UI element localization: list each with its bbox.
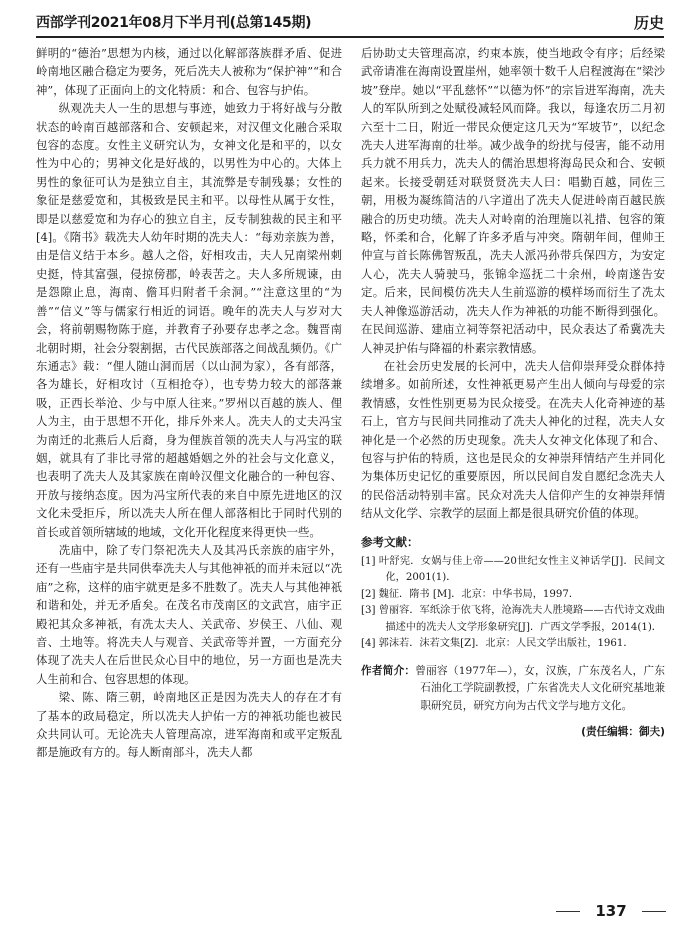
page-number-dash-right <box>642 911 666 912</box>
references-heading: 参考文献： <box>361 534 419 549</box>
body-paragraph: 在社会历史发展的长河中，冼夫人信仰崇拜受众群体持续增多。如前所述，女性神祇更易产生出人倾向与母爱的宗教情感，女性性别更易为民众接受。在冼夫人化奇神迹的基石上，官方与民间共同推动了冼夫人神化的过程，冼夫人女神化是一个必然的历史现象。冼夫人女神文化体现了和合、包容与护佑的特质，这也是民众的女神崇拜情结产生并同化为集体历史记忆的重要原因，所以民间自发自愿纪念冼夫人的民俗活动特别丰富。民众对冼夫人信仰产生的女神崇拜情结从文化学、宗教学的层面上都是很具研究价值的体现。 <box>361 358 665 521</box>
body-paragraph: 后协助丈夫管理高凉，约束本族，使当地政令有序；后经梁武帝请准在海南设置崖州，她率领十数千人启程渡海在“梁沙坡”登岸。她以“平乱慈怀”“以德为怀”的宗旨进军海南，冼夫人的军队所到之处赋役减轻风而降。我以，每逢农历二月初六至十二日，附近一带民众便定这几天为“军坡节”，以纪念冼夫人进军海南的壮举。减少战争的纷扰与侵害，能不动用兵力就不用兵力，冼夫人的儒治思想将海岛民众和合、安顿起来。长接受朝廷对联贤贤冼夫人曰：唱勤百越，同佐三朝，用极为凝练简洁的八字道出了冼夫人促进岭南百越民族融合的历史功绩。冼夫人对岭南的治理施以礼措、包容的策略，怀柔和合，化解了许多矛盾与冲突。隋朝年间，俚帅王仲宣与首长陈佛智叛乱，冼夫人派冯孙带兵保四方，为安定人心，冼夫人骑驶马，张锦伞巡抚二十余州，岭南遂告安定。后来，民间模仿冼夫人生前巡游的模样场而衍生了冼太夫人神像巡游活动，冼夫人作为神祇的功能不断得到强化。在民间巡游、建庙立祠等祭祀活动中，民众表达了希冀冼夫人神灵护佑与降福的朴素宗教情感。 <box>361 46 665 355</box>
body-paragraph: 梁、陈、隋三朝，岭南地区正是因为冼夫人的存在才有了基本的政局稳定，所以冼夫人护佑一方的神祇功能也被民众共同认可。无论冼夫人管理高凉，进军海南和或平定叛乱都是施政有方的。每人断南部斗，冼夫人都 <box>36 690 342 760</box>
responsible-editor: (责任编辑：御夫) <box>581 726 665 739</box>
page-header <box>36 6 664 40</box>
reference-item: [4] 郭沫若．沫若文集[Z]．北京：人民文学出版社，1961． <box>361 638 634 650</box>
section-title: 历史 <box>633 14 664 32</box>
body-paragraph: 鲜明的“德治”思想为内核，通过以化解部落族群矛盾、促进岭南地区融合稳定为要务，死后冼夫人被称为“保护神”“和合神”，体现了正面向上的文化特质：和合、包容与护佑。 <box>36 46 342 97</box>
body-paragraph: 冼庙中，除了专门祭祀冼夫人及其冯氏亲族的庙宇外，还有一些庙宇是共同供奉冼夫人与其他神祇的而并未冠以“冼庙”之称，这样的庙宇就更是多不胜数了。冼夫人与其他神祇和谐和处，并无矛盾矣。在茂名市茂南区的文武宫，庙宇正殿祀其众多神祇，有冼太夫人、关武帝、岁侯王、八仙、观音、土地等。将冼夫人与观音、关武帝等并置，一方面充分体现了冼夫人在后世民众心目中的地位，另一方面也是冼夫人生前和合、包容思想的体现。 <box>36 542 342 686</box>
body-paragraph: 纵观冼夫人一生的思想与事迹，她致力于将好战与分散状态的岭南百越部落和合、安顿起来，对汉俚文化融合采取包容的态度。女性主义研究认为，女神文化是和平的，以女性为中心的；男神文化是好战的，以男性为中心的。大体上男性的象征可认为是独立自主，其流弊是专制残暴；女性的象征是慈爱宽和，其极致是民主和平。以母性从属于女性，即是以慈爱宽和为存心的独立自主，反专制独裁的民主和平[4]。《隋书》载冼夫人幼年时期的冼夫人：“每劝亲族为善，由是信义结于本乡。越人之俗，好相攻击，夫人兄南梁州刺史挺，恃其富强，侵掠傍郡，岭表苦之。夫人多所规谏，由是怨隙止息，海南、儋耳归附者千余洞。”“注意这里的“为善”“信义”等与儒家行相近的词语。晚年的冼夫人与岁对大会，将前朝赐物陈于庭，并教育子孙要存忠孝之念。魏晋南北朝时期，社会分裂割据，古代民族部落之间战乱频仍。《广东通志》载：“俚人随山洞而居（以山洞为家），各有部落，各为雄长，好相攻讨（互相抢夺），也专势力较大的部落兼吸，正西长举沧、少与中原人往来。”罗州以百越的族人、俚人为主，由于思想不开化，排斥外来人。冼夫人的丈夫冯宝为南迁的北燕后人后裔，身为俚族首领的冼夫人与冯宝的联姻，就具有了非比寻常的超越婚姻之外的社会与文化意义，也表明了冼夫人及其家族在南岭汉俚文化融合的一种包容、开放与接纳态度。因为冯宝所代表的来自中原先进地区的汉文化未受拒斥，所以冼夫人所在俚人部落相比于同时代别的首长或首领所辖域的地域，文化开化程度来得更快一些。 <box>36 101 342 539</box>
author-bio <box>361 663 665 716</box>
reference-item: [2] 魏征．隋书 [M]．北京：中华书局，1997． <box>361 588 580 600</box>
reference-item: [3] 曾丽容．军纸涂于依飞将，沧海冼夫人胜境路——古代诗文戏曲描述中的冼夫人文学形象研究[J]．广西文学季报，2014(1)． <box>361 605 665 633</box>
author-bio-text: 曾丽容（1977年—），女，汉族，广东茂名人，广东石油化工学院副教授，广东省冼夫人文化研究基地兼职研究员，研究方向为古代文学与地方文化。 <box>415 664 665 712</box>
reference-item: [1] 叶舒宪．女娲与佳上帝——20世纪女性主义神话学[J]．民间文化，2001(1)． <box>361 555 665 584</box>
author-bio-label: 作者简介： <box>361 664 416 677</box>
journal-issue-title: 西部学刊2021年08月下半月刊(总第145期) <box>36 15 312 31</box>
left-column <box>36 44 342 762</box>
page-number: 137 <box>595 902 627 920</box>
right-column <box>361 44 665 742</box>
page-number-footer <box>556 902 666 922</box>
header-rule <box>36 36 664 38</box>
